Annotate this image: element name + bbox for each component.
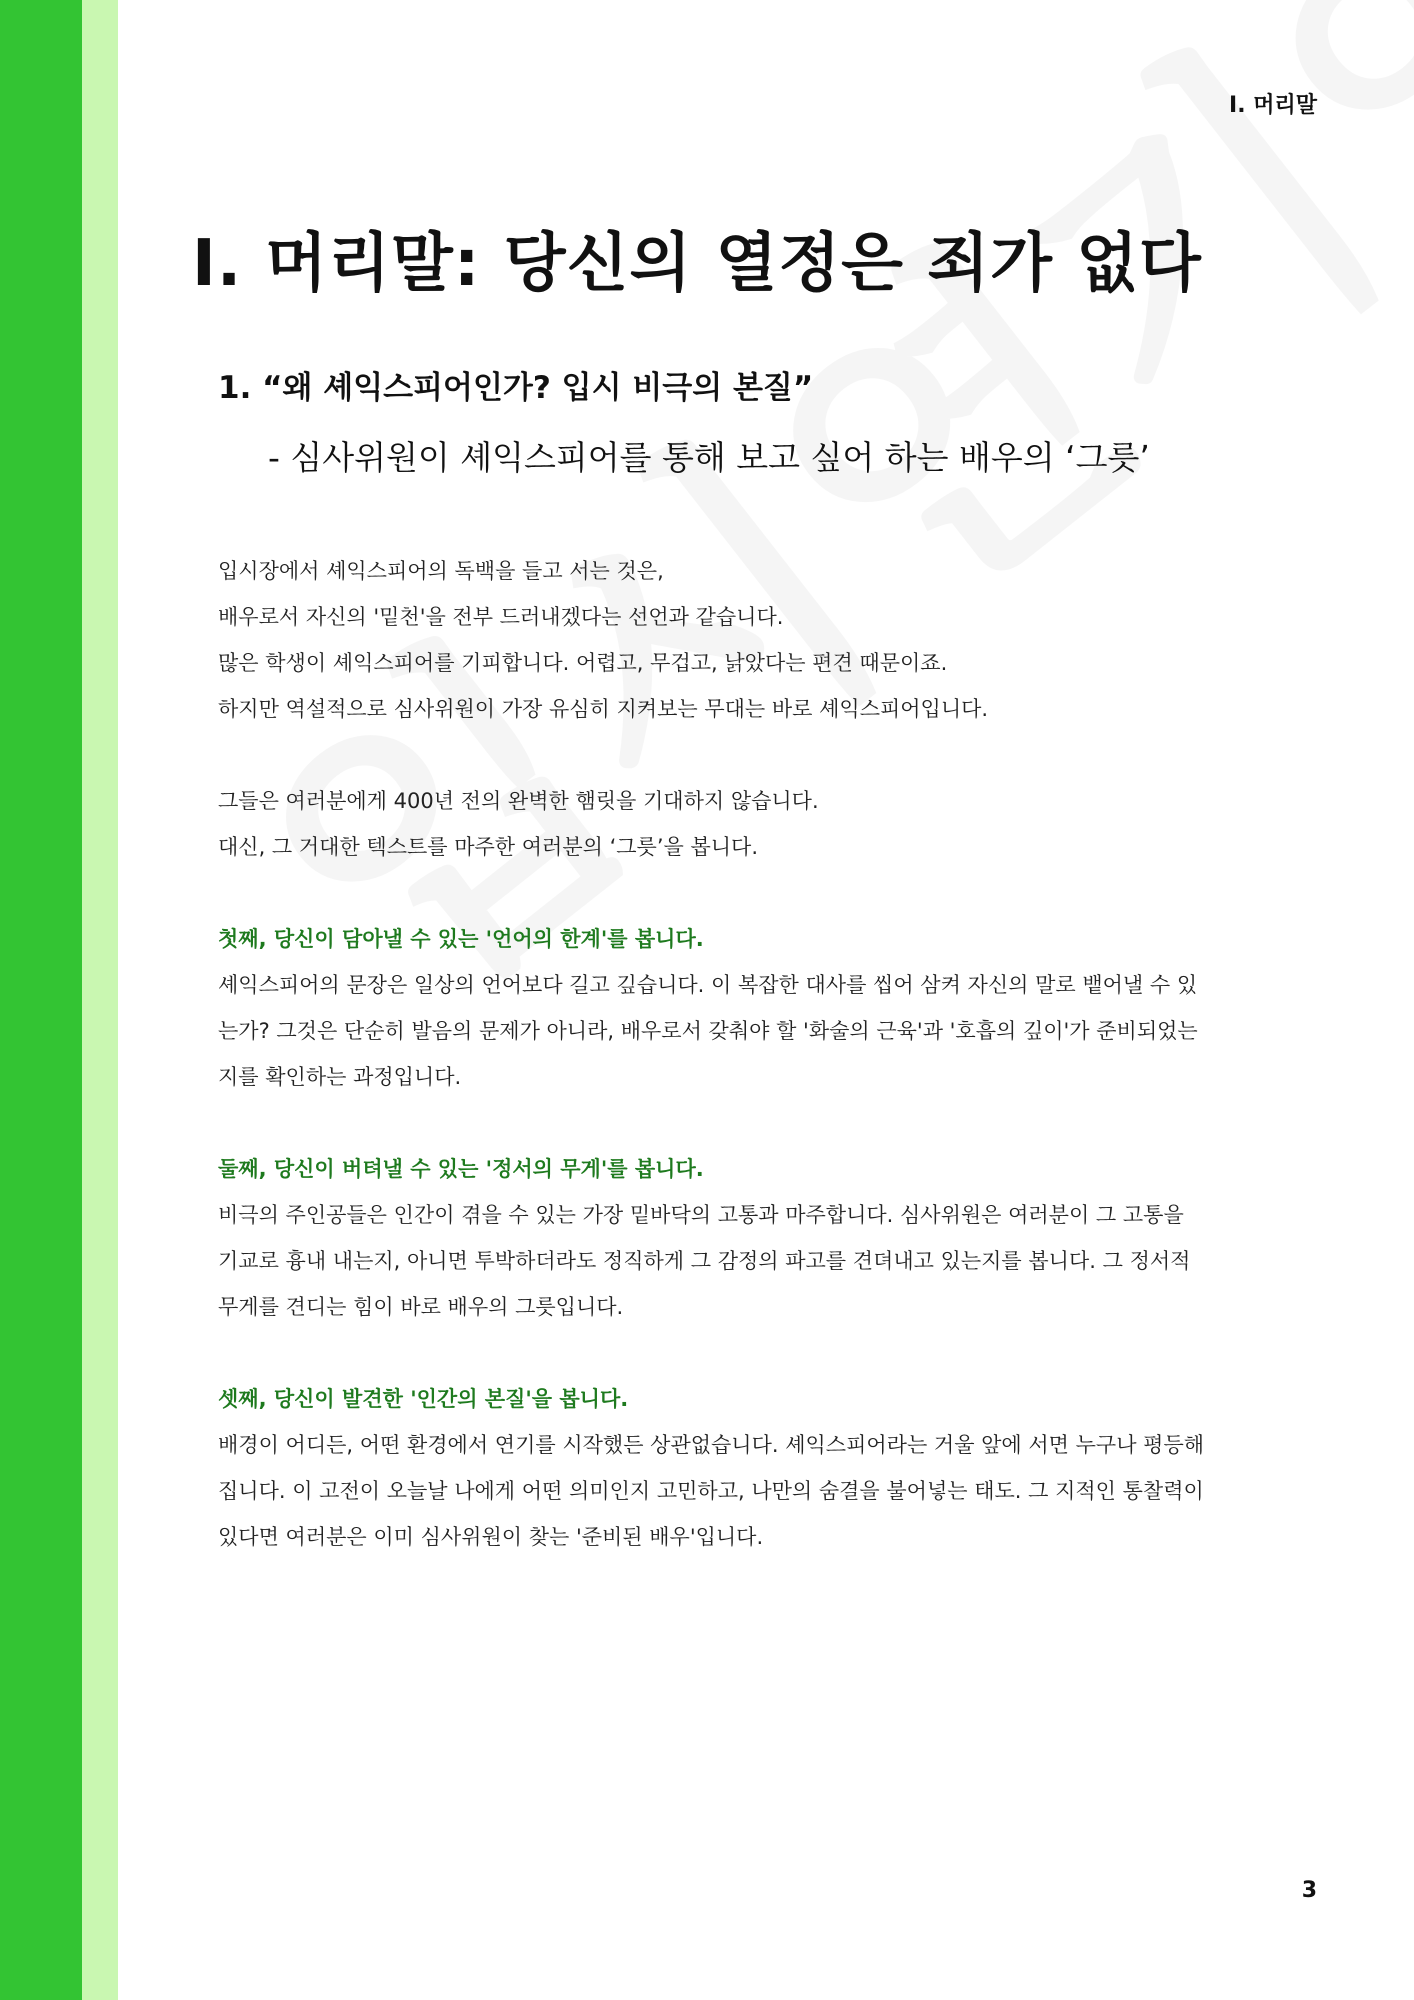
point-1-line: 는가? 그것은 단순히 발음의 문제가 아니라, 배우로서 갖춰야 할 '화술의 근육'과 '호흡의 깊이'가 준비되었는 [218,1019,1198,1043]
point-title-1: 첫째, 당신이 담아낼 수 있는 '언어의 한계'를 봅니다. [218,927,704,951]
point-title-3: 셋째, 당신이 발견한 '인간의 본질'을 봅니다. [218,1387,629,1411]
spacer [218,1100,1278,1146]
point-2-line: 기교로 흉내 내는지, 아니면 투박하더라도 정직하게 그 감정의 파고를 견뎌내고 있는지를 봅니다. 그 정서적 [218,1249,1191,1273]
page-number: 3 [1301,1878,1317,1903]
intro2-line: 대신, 그 거대한 텍스트를 마주한 여러분의 ‘그릇’을 봅니다. [218,835,759,859]
point-1-line: 셰익스피어의 문장은 일상의 언어보다 길고 깊습니다. 이 복잡한 대사를 씹어 삼켜 자신의 말로 뱉어낼 수 있 [218,973,1198,997]
point-2-line: 무게를 견디는 힘이 바로 배우의 그릇입니다. [218,1295,624,1319]
spacer [218,870,1278,916]
section-heading: 1. “왜 셰익스피어인가? 입시 비극의 본질” [218,370,814,406]
intro2-line: 그들은 여러분에게 400년 전의 완벽한 햄릿을 기대하지 않습니다. [218,789,819,813]
point-2-line: 비극의 주인공들은 인간이 겪을 수 있는 가장 밑바닥의 고통과 마주합니다. 심사위원은 여러분이 그 고통을 [218,1203,1184,1227]
intro-line: 하지만 역설적으로 심사위원이 가장 유심히 지켜보는 무대는 바로 셰익스피어입니다. [218,697,989,721]
spacer [218,1330,1278,1376]
intro-line: 배우로서 자신의 '밑천'을 전부 드러내겠다는 선언과 같습니다. [218,605,784,629]
point-3-line: 집니다. 이 고전이 오늘날 나에게 어떤 의미인지 고민하고, 나만의 숨결을 불어넣는 태도. 그 지적인 통찰력이 [218,1479,1204,1503]
left-stripe-light [82,0,118,2000]
point-title-2: 둘째, 당신이 버텨낼 수 있는 '정서의 무게'를 봅니다. [218,1157,704,1181]
section-subheading: - 심사위원이 셰익스피어를 통해 보고 싶어 하는 배우의 ‘그릇’ [268,438,1150,477]
intro-line: 입시장에서 셰익스피어의 독백을 들고 서는 것은, [218,559,664,583]
point-1-line: 지를 확인하는 과정입니다. [218,1065,462,1089]
body-text [218,548,1278,1560]
left-stripe-dark [0,0,82,2000]
intro-line: 많은 학생이 셰익스피어를 기피합니다. 어렵고, 무겁고, 낡았다는 편견 때문이죠. [218,651,948,675]
point-3-line: 있다면 여러분은 이미 심사위원이 찾는 '준비된 배우'입니다. [218,1525,764,1549]
chapter-title: Ⅰ. 머리말: 당신의 열정은 죄가 없다 [192,227,1202,301]
running-head: Ⅰ. 머리말 [1229,93,1317,118]
point-3-line: 배경이 어디든, 어떤 환경에서 연기를 시작했든 상관없습니다. 셰익스피어라는 거울 앞에 서면 누구나 평등해 [218,1433,1205,1457]
spacer [218,732,1278,778]
